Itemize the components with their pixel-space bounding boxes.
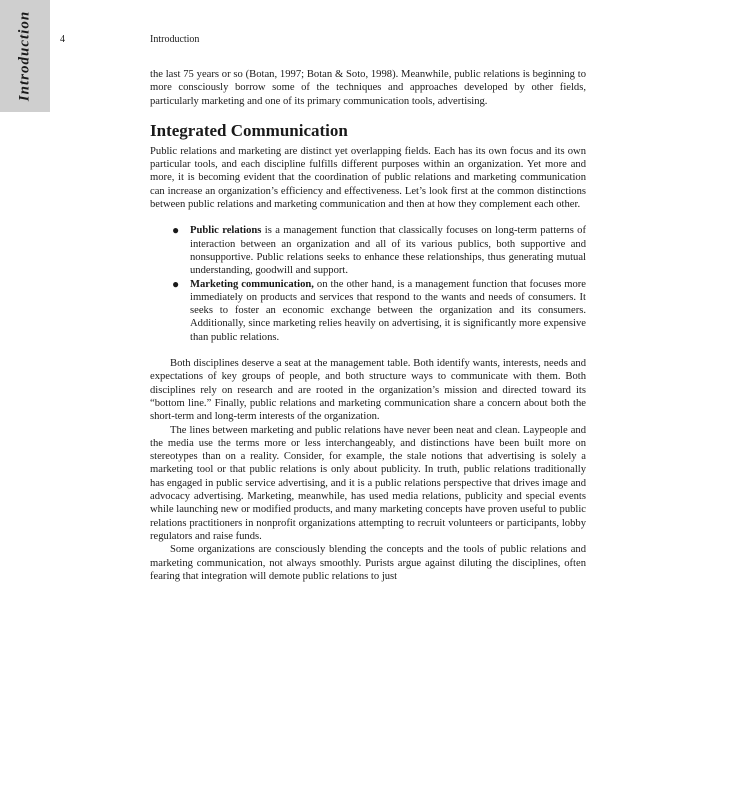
intro-paragraph: the last 75 years or so (Botan, 1997; Botan & Soto, 1998). Meanwhile, public relations is beginning to more consciously borrow some of the techniques and approaches developed by other fields, particularly marketing and one of its primary communication tools, advertising. xyxy=(150,69,586,107)
section-paragraph: Public relations and marketing are distinct yet overlapping fields. Each has its own focus and its own particular tools, and each discipline fulfills different purposes within an organization. Yet more and more, it is becoming evident that the coordination of public relations and marketing communication can increase an organization’s efficiency and effectiveness. Let’s look first at the common distinctions between public relations and marketing communication and then at how they complement each other. xyxy=(150,145,586,211)
section-heading: Integrated Communication xyxy=(150,120,348,140)
body-paragraph: Both disciplines deserve a seat at the management table. Both identify wants, interests, needs and expectations of key groups of people, and both structure ways to communicate with them. Both disciplines rely on research and are rooted in the organization’s mission and directed toward its “bottom line.” Finally, public relations and marketing communication share a concern about both the short-term and long-term interests of the organization. xyxy=(150,358,586,423)
bullet-item-public-relations xyxy=(150,224,586,277)
body-paragraph: Some organizations are consciously blending the concepts and the tools of public relations and marketing communication, not always smoothly. Purists argue against diluting the disciplines, often fearing that integration will demote public relations to just xyxy=(150,544,586,582)
bullet-dot-icon: ● xyxy=(172,223,180,238)
bullet-term: Public relations xyxy=(190,225,262,237)
page-content xyxy=(150,68,586,583)
chapter-side-tab-label: Introduction xyxy=(16,10,33,102)
body-paragraph: The lines between marketing and public relations have never been neat and clean. Laypeople and the media use the terms more or less interchangeably, and distinctions have been built more on stereotypes than on a reality. Consider, for example, the stale notions that advertising is solely a marketing tool or that public relations is only about publicity. In truth, public relations traditionally has engaged in public service advertising, and it is a public relations perspective that drives image and advocacy advertising. Marketing, meanwhile, has used media relations, publicity and special events while launching new or modified products, and many marketing concepts have proven useful to public relations practitioners in nonprofit organizations attempting to recruit volunteers or participants, lobby regulators and raise funds. xyxy=(150,424,586,542)
bullet-item-marketing-communication xyxy=(150,278,586,344)
bullet-dot-icon: ● xyxy=(172,276,180,291)
bullet-list xyxy=(150,224,586,344)
chapter-side-tab xyxy=(0,0,50,112)
running-head: Introduction xyxy=(150,34,200,45)
bullet-text: is a management function that classically focuses on long-term patterns of interaction between an organization and all of its various publics, both supportive and nonsupportive. Public relations seeks to enhance these relationships, thus generating mutual understanding, goodwill and support. xyxy=(190,225,586,277)
page-number: 4 xyxy=(60,34,65,45)
bullet-term: Marketing communication, xyxy=(190,278,314,290)
bullet-text: on the other hand, is a management function that focuses more immediately on products and services that respond to the wants and needs of consumers. It seeks to foster an economic exchange between the organization and its consumers. Additionally, since marketing relies heavily on advertising, it is significantly more expensive than public relations. xyxy=(190,278,586,343)
